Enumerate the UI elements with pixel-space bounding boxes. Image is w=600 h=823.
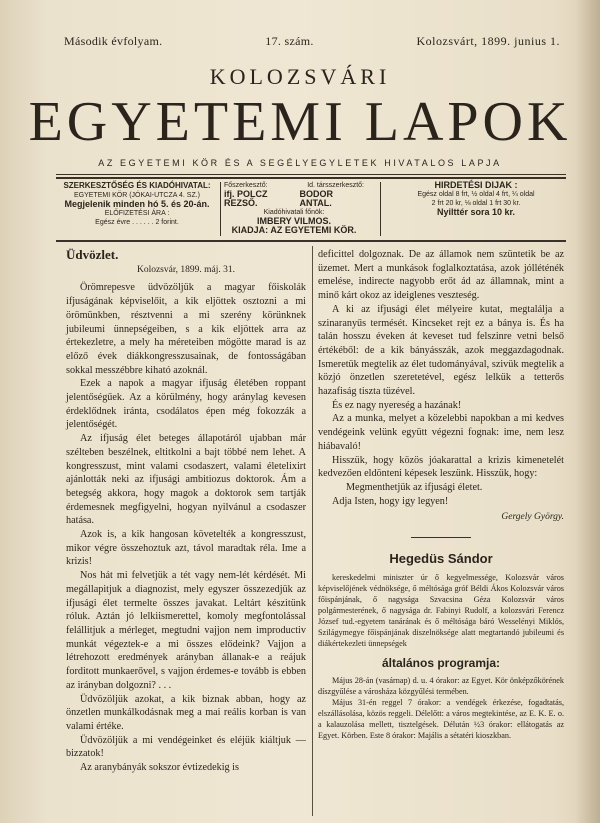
divider (411, 537, 471, 538)
paragraph: Megmenthetjük az ifjusági életet. (346, 481, 483, 493)
paragraph: Üdvözöljük azokat, a kik biznak abban, hogy az önzetlen munkálkodásnak meg a mai reális korban is van valami értéke. (66, 693, 306, 732)
info-text: EGYETEMI KÖR (JÓKAI-UTCZA 4. SZ.) (73, 192, 200, 199)
paragraph: Hisszük, hogy közös jóakarattal a krizis kimenetelét kedvezően eldönteni képesek leszünk. Hisszük, hogy: (318, 454, 564, 480)
announcement-text: kereskedelmi miniszter úr ő kegyelmessége, Kolozsvár város képviselőjének védnöksége, ő méltósága gróf Béldi Ákos Kolozsvár város főispánjának, ő nagysága Szvacsina Géza Kolozsvár város polgármesterének, ő nagysága dr. Fabinyi Rudolf, a kolozsvári Ferencz József tud.-egyetem tanárának és ő méltósága báró Wesselényi Miklós, Szilágymegye főispánjának diszelnöksége alatt megtartandó jubileumi és diákértekezleti ünnepségek (318, 572, 564, 648)
paragraph: Az ifjuság élet beteges állapotáról ujabban már szélteben beszélnek, eltitkolni a bajt többé nem lehet. A kongresszust, mint valami csodaszert, valami életelixirt ajánlották neki az ifjusági ambitiozus doktorok. Ám a betegség akkora, hogy magok a doktorok sem tartják érdemesnek megfigyelni, hogyan nyilvánul a csodaszer hatása. (66, 433, 306, 527)
masthead-small: KOLOZSVÁRI (209, 64, 391, 89)
info-text: IMBERY VILMOS. (256, 216, 331, 226)
info-text: ifj. POLCZ REZSŐ. (224, 189, 268, 208)
program-item: Május 31-én reggel 7 órakor: a vendégek érkezése, fogadtatás, elszállásolása, közös reggeli. Délelőtt: a város megtekintése, az E. K. E. o. a kalauzolása mellett, tisztelgések. Délután ½3 órakor: ellátogatás az Egyet. Körben. Este 8 órakor: Majális a sétatéri kioszkban. (318, 698, 564, 741)
issue-line (64, 34, 560, 49)
issue-volume: Második évfolyam. (64, 34, 163, 48)
paragraph: Adja Isten, hogy igy legyen! (332, 495, 449, 507)
info-text: Megjelenik minden hó 5. és 20-án. (64, 199, 210, 209)
info-box (56, 181, 566, 237)
info-text: KIADJA: AZ EGYETEMI KÖR. (231, 225, 357, 235)
article-right-column (318, 248, 564, 741)
info-text: Kiadóhivatali főnök: (263, 209, 325, 216)
info-text: Id. társszerkesztő: (307, 182, 364, 189)
program-title: általános programja: (381, 655, 501, 670)
paragraph: A ki az ifjusági élet mélyeire kutat, megtalálja a szinaranyűs termését. Kincseket rejt ez a bánya is. És ha talán hosszu éveken át keveset tud felszinre vetni belső értékéből: de a kik bányásszák, azok meggazdagodnak. Ismeretük megtelik az élet tudományával, szivük megtelik a közjó önzetlen szeretetével, egész lelkük a tetterős hazafiság tiszta tüzével. (318, 303, 564, 398)
program-item: Május 28-án (vasárnap) d. u. 4 órakor: az Egyet. Kör önképzőkörének díszgyűlése a városháza közgyűlési termében. (318, 676, 564, 697)
info-text: BODOR ANTAL. (299, 189, 333, 208)
info-text: Egész oldal 8 frt, ½ oldal 4 frt, ¼ oldal (417, 191, 535, 198)
info-ads (386, 181, 566, 217)
paragraph: Ezek a napok a magyar ifjuság életében roppant jelentőségűek. Az a körülmény, hogy aránylag kevesen érdeklődnek iránta, csodálatos épen még fokozzák a jelentőségét. (66, 378, 306, 431)
column-divider (312, 246, 313, 816)
announcement-name: Hegedüs Sándor (389, 551, 493, 567)
paragraph: Az a munka, melyet a közelebbi napokban a mi kedves vendégeink velünk együtt végezni fognak: ime, nem lesz hiábavaló! (318, 413, 564, 452)
info-staff (224, 181, 364, 235)
paragraph: Nos hát mi felvetjük a tét vagy nem-lét kérdését. Mi megállapitjuk a diagnozist, mely egyszer összezedjük az ifjusági élet termelte összes javakat. Leltárt készitünk róluk. Aztán jó lelkiismerettel, komoly megfontolással felállitjuk a mérleget, megtudni vajjon nem improductiv munkát végeztek-e a mi összes elődeink? Vajjon a létrehozott eredmények arányban állanak-e a reájuk forditott munkaerővel, s vajjon érdemes-e tovább is ebben az irányban dolgozni? . . . (66, 570, 306, 691)
divider (380, 182, 381, 236)
divider (220, 182, 221, 236)
masthead-title: EGYETEMI LAPOK (28, 91, 572, 153)
article-left-column (66, 248, 306, 775)
info-text: 2 frt 20 kr, ⅛ oldal 1 frt 30 kr. (431, 200, 521, 207)
paragraph: És ez nagy nyereség a hazának! (332, 399, 462, 411)
info-text: Egész évre . . . . . . 2 forint. (95, 219, 179, 226)
info-editorial (62, 181, 212, 227)
paragraph: Az aranybányák sokszor évtizedekig is (80, 762, 239, 774)
paragraph: Azok is, a kik hangosan követelték a kongresszust, mikor végre összehoztuk azt, távol maradtak réla. Ime a krizis! (66, 529, 306, 568)
divider (56, 240, 566, 242)
paragraph: deficittel dolgoznak. De az államok nem szüntetik be az üzemet. Mert a munkások foglalkoztatása, azok jólléténék emelése, indirecte nagyobb erőt ád az államnak, mint a minő kárt okoz az ideiglenes veszteség. (318, 249, 564, 302)
divider (56, 174, 566, 175)
info-text: ELŐFIZETÉSI ÁRA : (104, 210, 170, 217)
article-dateline: Kolozsvár, 1899. máj. 31. (136, 264, 236, 275)
divider (56, 177, 566, 179)
info-text: Nyilttér sora 10 kr. (436, 207, 516, 217)
masthead-subtitle: AZ EGYETEMI KÖR ÉS A SEGÉLYEGYLETEK HIVATALOS LAPJA (98, 158, 502, 168)
issue-date: Kolozsvárt, 1899. junius 1. (416, 34, 560, 48)
paragraph: Örömrepesve üdvözöljük a magyar főiskolák ifjuságának képviselőit, a kik eljöttek osztozni a mi örömünkben, résztvenni a mi szerény körünknek jubileumi ünnepségeiben, s a kik eljöttek arra az értekezletre, a mely ha méreteiben mögötte marad is az előző évek diákkongresszusainak, de fontosságában sokkal messzébbre kiható azoknál. (66, 282, 306, 376)
info-text: SZERKESZTŐSÉG ÉS KIADÓHIVATAL: (63, 181, 211, 190)
info-text: Főszerkesztő: (224, 182, 268, 189)
issue-number: 17. szám. (265, 34, 314, 48)
info-text: HIRDETÉSI DIJAK : (434, 180, 518, 190)
article-title: Üdvözlet. (66, 247, 119, 262)
signature: Gergely György. (501, 512, 564, 523)
paragraph: Üdvözöljük a mi vendégeinket és eléjük kiáltjuk — bizzatok! (66, 734, 306, 760)
